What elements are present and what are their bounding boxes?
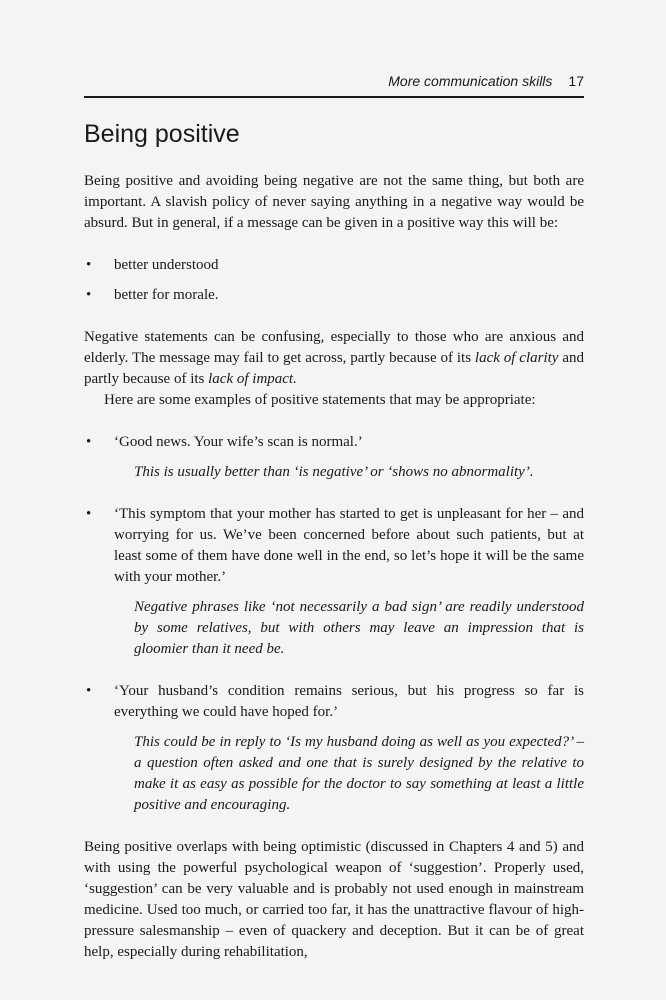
running-title: More communication skills [388, 73, 553, 89]
example-note: This could be in reply to ‘Is my husband doing as well as you expected?’ – a question often asked and one that is surely designed by the relative to make it as easy as possible for the doctor to say something at least a little positive and encouraging. [134, 734, 584, 813]
page-number: 17 [568, 73, 584, 89]
page-body [84, 171, 584, 963]
bullet-item: • better for morale. [84, 285, 584, 306]
header-rule [84, 96, 584, 98]
example-quote: • ‘This symptom that your mother has started to get is unpleasant for her – and worrying for us. We’ve been concerned before about such patients, but at least some of them have done well in the end, so let’s hope it will be the same with your mother.’ [84, 504, 584, 588]
running-head [84, 73, 584, 89]
example-note: Negative phrases like ‘not necessarily a bad sign’ are readily understood by some relatives, but with others may leave an impression that is gloomier than it need be. [134, 599, 584, 657]
example-note: This is usually better than ‘is negative’ or ‘shows no abnormality’. [134, 464, 534, 480]
negatives-text-mid: and partly because of its [84, 350, 584, 387]
negatives-text-before: Negative statements can be confusing, especially to those who are anxious and elderly. The message may fail to get across, partly because of its [84, 329, 584, 366]
intro-paragraph: Being positive and avoiding being negative are not the same thing, but both are important. A slavish policy of never saying anything in a negative way would be absurd. But in general, if a message can be given in a positive way this will be: [84, 173, 584, 231]
example-quote: • ‘Good news. Your wife’s scan is normal.’ [84, 432, 584, 453]
section-heading: Being positive [84, 120, 240, 148]
bullet-item: • better understood [84, 255, 584, 276]
emphasis-lack-of-impact: lack of impact. [208, 371, 297, 387]
negatives-paragraph [84, 327, 584, 390]
closing-paragraph: Being positive overlaps with being optimistic (discussed in Chapters 4 and 5) and with using the powerful psychological weapon of ‘suggestion’. Properly used, ‘suggestion’ can be very valuable and is probably not used enough in mainstream medicine. Used too much, or carried too far, it has the unattractive flavour of high-pressure salesmanship – even of quackery and deception. But it can be of great help, especially during rehabilitation, [84, 839, 584, 960]
examples-lead-in: Here are some examples of positive statements that may be appropriate: [104, 392, 536, 408]
emphasis-lack-of-clarity: lack of clarity [474, 350, 559, 366]
example-quote: • ‘Your husband’s condition remains serious, but his progress so far is everything we could have hoped for.’ [84, 681, 584, 723]
